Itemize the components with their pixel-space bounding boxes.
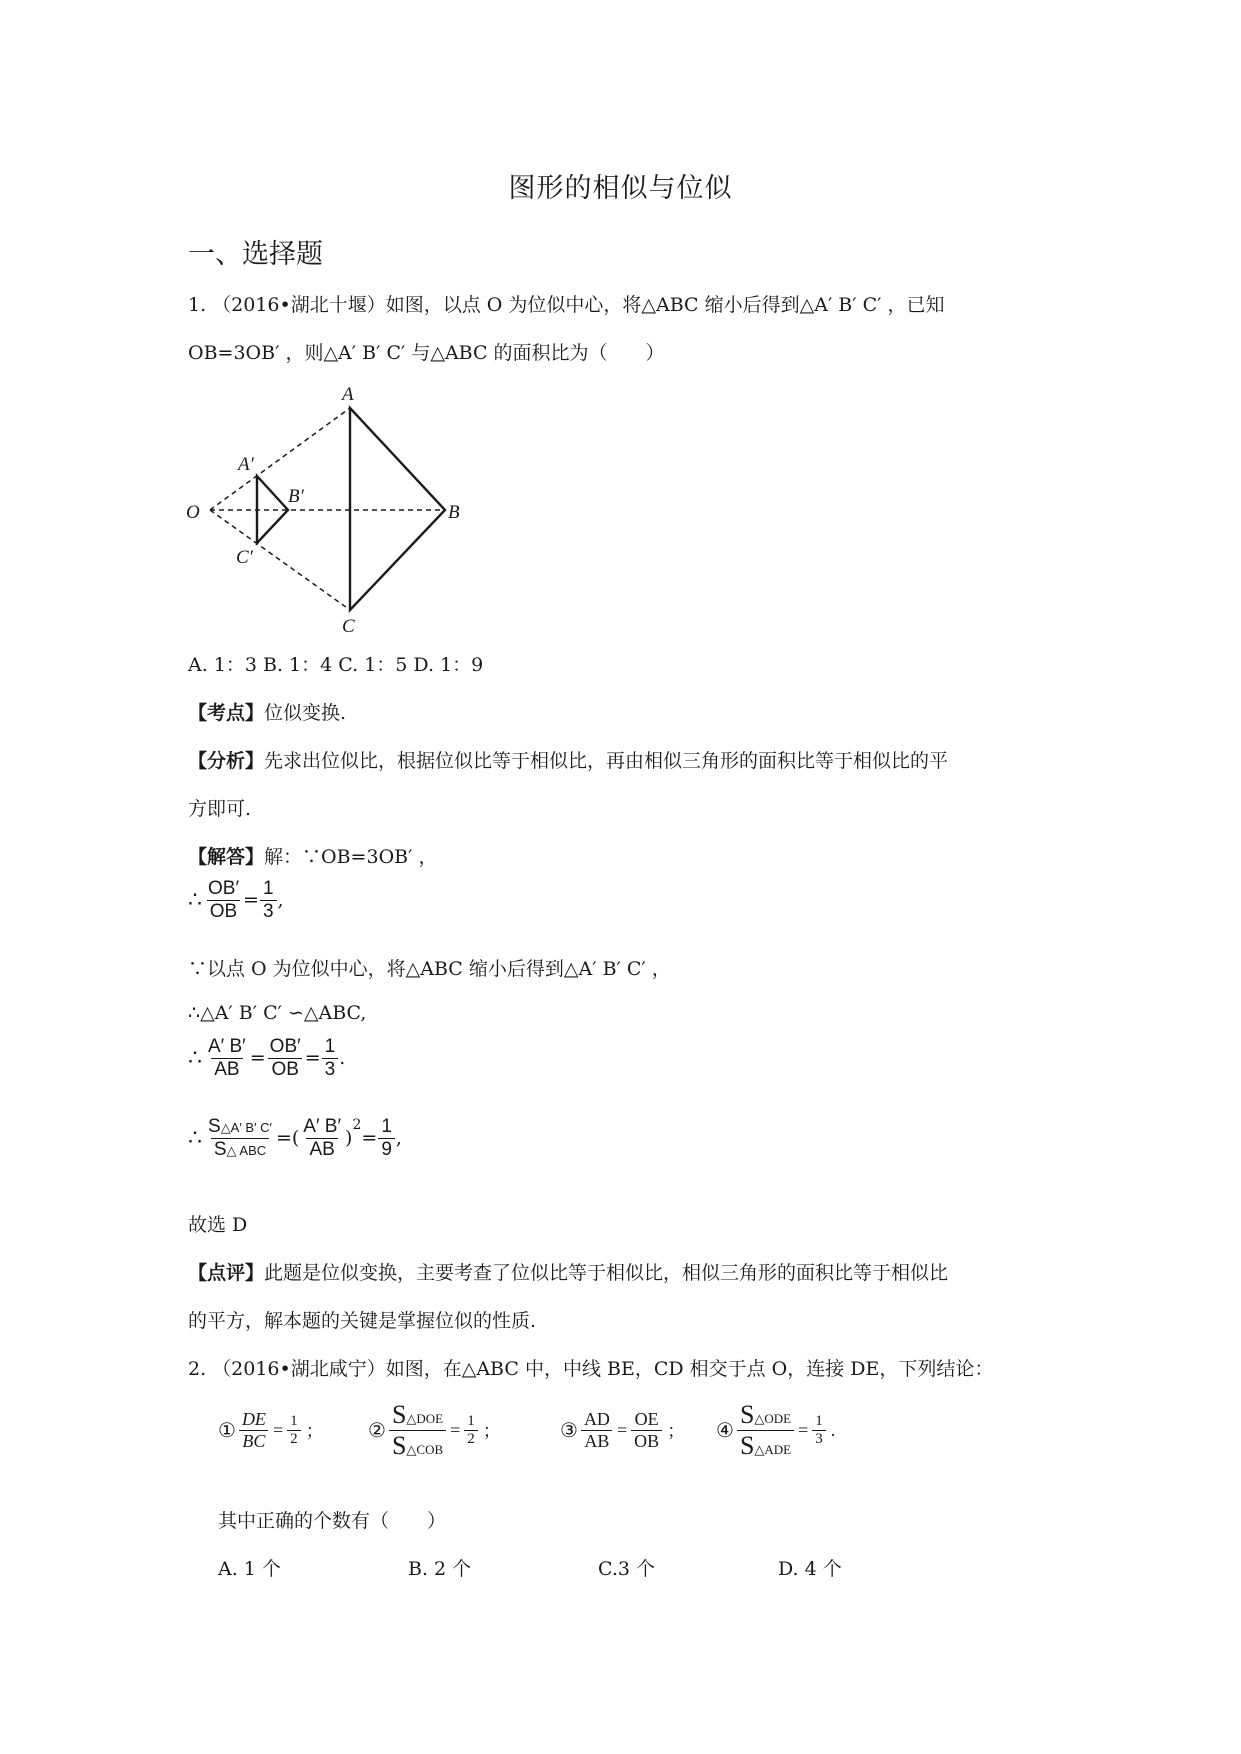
fraction [205, 1116, 275, 1161]
fraction [378, 1116, 395, 1161]
q2-conclusions [218, 1400, 896, 1461]
fraction [205, 1036, 249, 1081]
equals-paren: =( [275, 1127, 300, 1150]
punctuation: ； [667, 1421, 686, 1442]
dianping-text: 此题是位似变换，主要考查了位似比等于相似比，相似三角形的面积比等于相似比 [264, 1262, 949, 1284]
q1-options: A. 1：3 B. 1：4 C. 1：5 D. 1：9 [188, 654, 484, 676]
punctuation: , [277, 889, 284, 912]
dianping-tag: 【点评】 [188, 1262, 265, 1284]
therefore-symbol: ∴ [188, 887, 202, 913]
q1-figure [180, 378, 470, 632]
punctuation: ； [482, 1421, 501, 1442]
denominator: 9 [378, 1138, 395, 1161]
numerator: DE [241, 1409, 266, 1430]
denominator [737, 1430, 794, 1461]
q1-equation-3 [188, 1116, 402, 1161]
label-c-prime: C′ [236, 547, 253, 568]
q1-jieda [188, 842, 437, 869]
fraction [737, 1400, 794, 1461]
fraction [287, 1413, 301, 1449]
subscript: △ADE [754, 1441, 792, 1457]
area-symbol: S [213, 1138, 227, 1160]
dashed-line-oa [210, 408, 350, 510]
conclusion-3 [560, 1409, 716, 1451]
punctuation: . [339, 1047, 346, 1070]
numerator [205, 1116, 275, 1138]
q1-dianping-line2: 的平方，解本题的关键是掌握位似的性质. [188, 1310, 537, 1332]
fraction [239, 1409, 269, 1451]
punctuation: , [395, 1127, 402, 1150]
fenxi-tag: 【分析】 [188, 750, 265, 772]
subscript: △DOE [406, 1411, 444, 1426]
equals-sign: = [361, 1127, 378, 1150]
numerator: 1 [815, 1412, 823, 1429]
fenxi-text: 先求出位似比，根据位似比等于相似比，再由相似三角形的面积比等于相似比的平 [264, 750, 949, 772]
circled-number: ③ [560, 1419, 578, 1442]
denominator: 2 [464, 1430, 478, 1448]
punctuation: . [830, 1419, 836, 1440]
equals-sign: = [450, 1419, 461, 1440]
conclusion-4 [716, 1400, 896, 1461]
circled-number: ① [218, 1419, 236, 1442]
equals-sign: = [243, 889, 259, 912]
dashed-line-oc [210, 510, 350, 610]
numerator: A′ B′ [303, 1116, 342, 1137]
section-heading: 一、选择题 [188, 239, 323, 270]
denominator: BC [239, 1430, 268, 1452]
numerator: 1 [381, 1116, 392, 1137]
area-symbol: S [391, 1400, 407, 1429]
fraction [631, 1409, 662, 1451]
label-b-prime: B′ [288, 486, 304, 507]
area-symbol: S [208, 1116, 221, 1137]
conclusion-2 [368, 1400, 560, 1461]
numerator [737, 1400, 794, 1430]
q2-option-b: B. 2 个 [408, 1558, 472, 1580]
q1-equation-2 [188, 1036, 345, 1081]
label-c: C [342, 616, 355, 632]
fraction [464, 1413, 478, 1449]
q2-option-c: C.3 个 [598, 1558, 656, 1580]
equals-sign: = [249, 1047, 266, 1070]
denominator: OB [268, 1058, 301, 1081]
fraction [267, 1036, 304, 1081]
subscript: △A′ B′ C′ [220, 1120, 272, 1135]
q1-because-line: ∵以点 O 为位似中心，将△ABC 缩小后得到△A′ B′ C′ ， [188, 958, 671, 980]
q2-stem: 2. （2016•湖北咸宁）如图，在△ABC 中，中线 BE，CD 相交于点 O，连接 DE，下列结论： [188, 1358, 994, 1380]
area-symbol: S [739, 1430, 755, 1460]
label-a-prime: A′ [238, 454, 254, 475]
q2-option-d: D. 4 个 [778, 1558, 842, 1580]
numerator: 1 [262, 878, 274, 899]
q1-stem-line2: OB=3OB′ ，则△A′ B′ C′ 与△ABC 的面积比为（ ） [188, 342, 665, 364]
circled-number: ④ [716, 1419, 734, 1442]
area-symbol: S [391, 1430, 407, 1460]
denominator: 3 [322, 1058, 339, 1081]
subscript: △COB [406, 1441, 444, 1457]
denominator [389, 1430, 446, 1461]
fraction [205, 878, 242, 923]
q1-equation-1 [188, 878, 284, 923]
numerator: 1 [324, 1036, 336, 1057]
numerator: 1 [467, 1412, 475, 1429]
page-title: 图形的相似与位似 [508, 173, 733, 204]
denominator: OB [207, 900, 240, 923]
q2-question: 其中正确的个数有（ ） [218, 1510, 447, 1532]
equals-sign: = [616, 1419, 628, 1440]
conclusion-1 [218, 1409, 368, 1451]
kaodian-text: 位似变换. [264, 702, 347, 724]
label-o: O [186, 502, 200, 523]
denominator: 3 [812, 1430, 826, 1448]
numerator: OB′ [269, 1036, 301, 1057]
subscript: △ ABC [226, 1142, 267, 1158]
fraction [300, 1116, 344, 1161]
area-symbol: S [739, 1400, 755, 1429]
therefore-symbol: ∴ [188, 1125, 202, 1151]
numerator: AD [583, 1409, 610, 1430]
fraction [260, 878, 277, 923]
q1-similar-line: ∴△A′ B′ C′ ∽△ABC, [188, 1002, 367, 1024]
punctuation: ； [305, 1421, 324, 1442]
numerator [389, 1400, 446, 1430]
triangle-abc [350, 408, 445, 610]
numerator: OB′ [208, 878, 240, 899]
q1-fenxi [188, 746, 948, 773]
equals-sign: = [272, 1419, 284, 1440]
q1-dianping [188, 1258, 948, 1285]
denominator: AB [211, 1058, 242, 1081]
denominator: AB [306, 1138, 337, 1161]
label-a: A [342, 384, 354, 405]
q1-answer: 故选 D [188, 1214, 248, 1236]
numerator: A′ B′ [208, 1036, 246, 1057]
fraction [389, 1400, 446, 1461]
equals-sign: = [798, 1419, 809, 1440]
circled-number: ② [368, 1419, 386, 1442]
q1-kaodian [188, 698, 346, 725]
q2-option-a: A. 1 个 [218, 1558, 281, 1580]
fraction [812, 1413, 826, 1449]
exponent: 2 [352, 1117, 362, 1134]
denominator: 3 [260, 900, 277, 923]
numerator: 1 [290, 1412, 298, 1429]
kaodian-tag: 【考点】 [188, 702, 265, 724]
q1-stem-line1: 1. （2016•湖北十堰）如图，以点 O 为位似中心，将△ABC 缩小后得到△A′ B′ C′ ，已知 [188, 294, 945, 316]
label-b: B [448, 502, 460, 523]
close-paren: ) [345, 1127, 353, 1150]
numerator: OE [634, 1409, 659, 1430]
subscript: △ODE [754, 1411, 792, 1426]
denominator [211, 1138, 269, 1161]
denominator: 2 [287, 1430, 301, 1448]
fraction [322, 1036, 339, 1081]
therefore-symbol: ∴ [188, 1045, 202, 1071]
jieda-tag: 【解答】 [188, 846, 265, 868]
denominator: OB [631, 1430, 662, 1452]
fraction [581, 1409, 613, 1451]
equals-sign: = [304, 1047, 321, 1070]
denominator: AB [581, 1430, 612, 1452]
q1-fenxi-line2: 方即可. [188, 798, 252, 820]
jieda-text: 解：∵OB=3OB′ ， [264, 846, 438, 868]
